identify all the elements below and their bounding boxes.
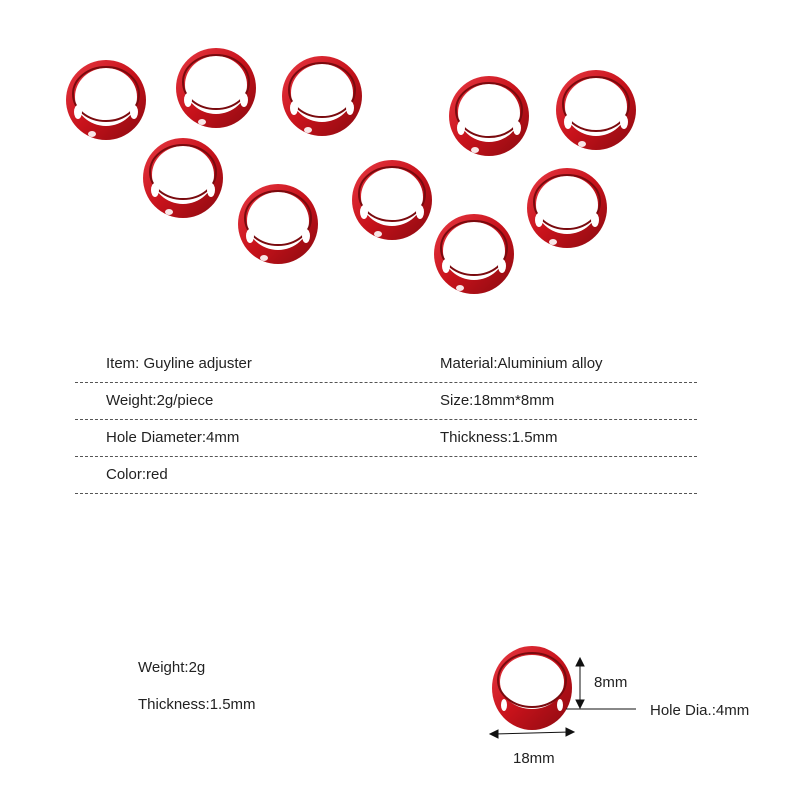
height-dimension-arrow: [576, 658, 584, 708]
ring-7: [238, 184, 318, 264]
spec-size: Size:18mm*8mm: [440, 392, 555, 409]
ring-6: [143, 138, 223, 218]
spec-color: Color:red: [106, 466, 168, 483]
ring-9: [527, 168, 607, 248]
bottom-thickness: Thickness:1.5mm: [138, 696, 256, 713]
spec-row: [75, 457, 697, 494]
width-label: 18mm: [513, 750, 555, 767]
ring-1: [66, 60, 146, 140]
ring-2: [176, 48, 256, 128]
dimension-ring: [492, 646, 572, 730]
ring-3: [282, 56, 362, 136]
spec-table: [75, 346, 697, 494]
spec-row: [75, 346, 697, 383]
bottom-weight: Weight:2g: [138, 659, 206, 676]
spec-row: [75, 420, 697, 457]
spec-material: Material:Aluminium alloy: [440, 355, 603, 372]
ring-10: [434, 214, 514, 294]
ring-8: [352, 160, 432, 240]
height-label: 8mm: [594, 674, 628, 691]
spec-item: Item: Guyline adjuster: [106, 355, 252, 372]
spec-thickness: Thickness:1.5mm: [440, 429, 558, 446]
hole-diameter-label: Hole Dia.:4mm: [650, 702, 750, 719]
ring-5: [556, 70, 636, 150]
ring-4: [449, 76, 529, 156]
spec-weight: Weight:2g/piece: [106, 392, 214, 409]
spec-hole-diameter: Hole Diameter:4mm: [106, 429, 240, 446]
spec-row: [75, 383, 697, 420]
